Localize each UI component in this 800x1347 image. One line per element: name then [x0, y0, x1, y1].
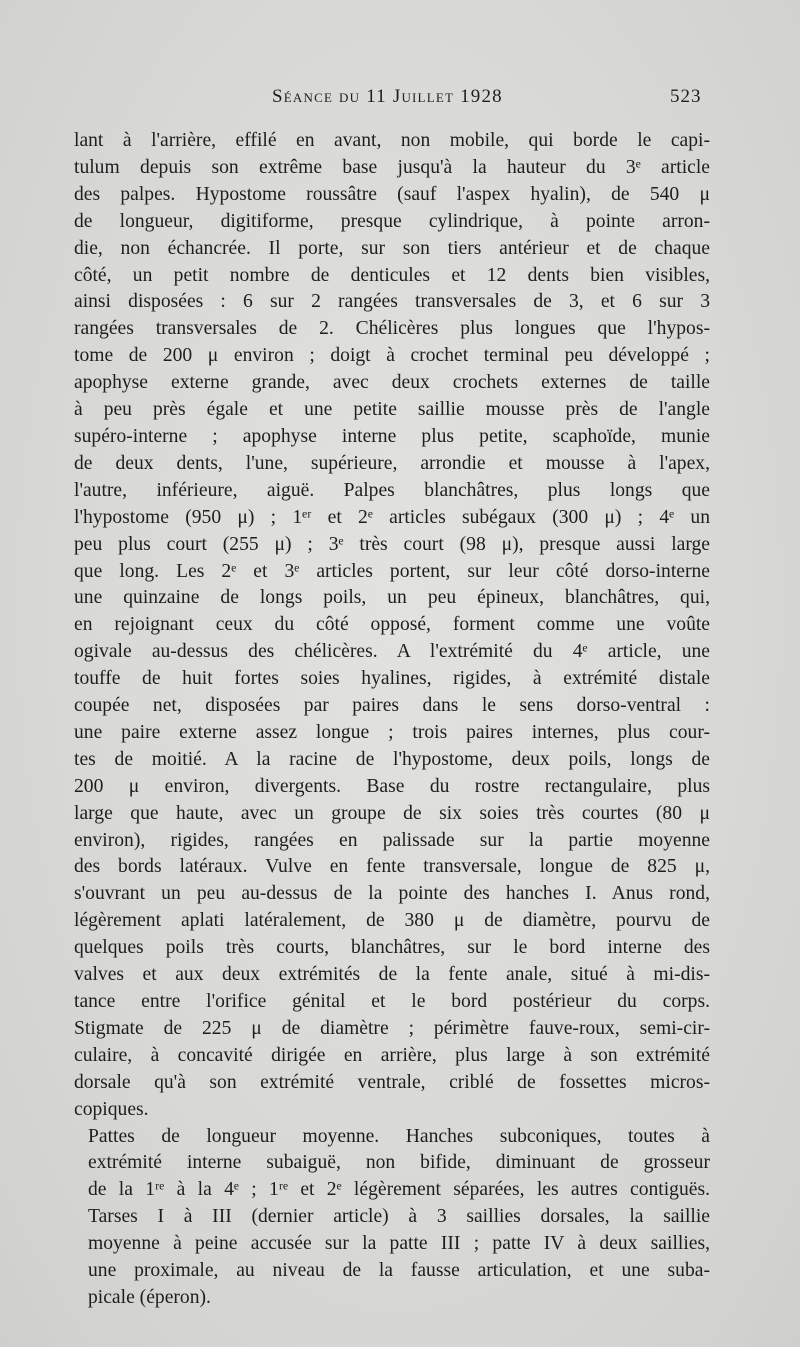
- text-line: supéro-interne ; apophyse interne plus petite, scaphoïde, munie: [74, 425, 710, 447]
- text-line: en rejoignant ceux du côté opposé, forment comme une voûte: [74, 614, 710, 636]
- title-month: Juillet: [392, 86, 455, 107]
- text-line: peu plus court (255 μ) ; 3ᵉ très court (98 μ), presque aussi large: [74, 533, 710, 555]
- text-line: Pattes de longueur moyenne. Hanches subconiques, toutes à: [88, 1125, 710, 1147]
- text-line: copiques.: [74, 1098, 149, 1120]
- text-line: large que haute, avec un groupe de six soies très courtes (80 μ: [74, 802, 710, 824]
- text-line: l'hypostome (950 μ) ; 1ᵉʳ et 2ᵉ articles subégaux (300 μ) ; 4ᵉ un: [74, 506, 710, 528]
- text-line: tance entre l'orifice génital et le bord postérieur du corps.: [74, 991, 710, 1012]
- body-text: [74, 128, 710, 1312]
- text-line: des bords latéraux. Vulve en fente transversale, longue de 825 μ,: [74, 856, 710, 878]
- text-line: côté, un petit nombre de denticules et 12 dents bien visibles,: [74, 264, 710, 286]
- text-line: de la 1ʳᵉ à la 4ᵉ ; 1ʳᵉ et 2ᵉ légèrement séparées, les autres contiguës.: [88, 1179, 710, 1201]
- text-line: coupée net, disposées par paires dans le sens dorso-ventral :: [74, 695, 710, 717]
- text-line: quelques poils très courts, blanchâtres, sur le bord interne des: [74, 937, 710, 959]
- text-line: extrémité interne subaiguë, non bifide, diminuant de grosseur: [88, 1152, 710, 1174]
- text-line: environ), rigides, rangées en palissade sur la partie moyenne: [74, 829, 710, 851]
- text-line: tes de moitié. A la racine de l'hypostome, deux poils, longs de: [74, 748, 710, 770]
- text-line: tome de 200 μ environ ; doigt à crochet terminal peu développé ;: [74, 345, 710, 367]
- running-title: [272, 86, 503, 108]
- text-line: Stigmate de 225 μ de diamètre ; périmètre fauve-roux, semi-cir-: [74, 1017, 710, 1039]
- title-year: 1928: [460, 86, 503, 107]
- text-line: une paire externe assez longue ; trois paires internes, plus cour-: [74, 721, 710, 743]
- running-header: [0, 86, 800, 114]
- text-line: ainsi disposées : 6 sur 2 rangées transversales de 3, et 6 sur 3: [74, 291, 710, 313]
- text-line: tulum depuis son extrême base jusqu'à la hauteur du 3ᵉ article: [74, 156, 710, 178]
- text-line: l'autre, inférieure, aiguë. Palpes blanchâtres, plus longs que: [74, 479, 710, 501]
- text-line: touffe de huit fortes soies hyalines, rigides, à extrémité distale: [74, 668, 710, 690]
- text-line: die, non échancrée. Il porte, sur son tiers antérieur et de chaque: [74, 237, 710, 259]
- text-line: culaire, à concavité dirigée en arrière, plus large à son extrémité: [74, 1044, 710, 1066]
- text-line: une proximale, au niveau de la fausse articulation, et une suba-: [88, 1260, 710, 1282]
- text-line: dorsale qu'à son extrémité ventrale, criblé de fossettes micros-: [74, 1071, 710, 1093]
- paragraph: [74, 1124, 710, 1312]
- text-line: que long. Les 2ᵉ et 3ᵉ articles portent, sur leur côté dorso-interne: [74, 560, 710, 582]
- text-line: s'ouvrant un peu au-dessus de la pointe des hanches I. Anus rond,: [74, 883, 710, 905]
- title-day: 11: [366, 86, 387, 107]
- text-line: valves et aux deux extrémités de la fente anale, situé à mi-dis-: [74, 964, 710, 986]
- text-line: Tarses I à III (dernier article) à 3 saillies dorsales, la saillie: [88, 1206, 710, 1228]
- text-line: à peu près égale et une petite saillie mousse près de l'angle: [74, 399, 710, 421]
- text-line: une quinzaine de longs poils, un peu épineux, blanchâtres, qui,: [74, 587, 710, 609]
- text-line: moyenne à peine accusée sur la patte III ; patte IV à deux saillies,: [88, 1233, 710, 1255]
- text-line: de deux dents, l'une, supérieure, arrondie et mousse à l'apex,: [74, 452, 710, 474]
- text-line: apophyse externe grande, avec deux crochets externes de taille: [74, 372, 710, 394]
- text-line: picale (éperon).: [88, 1286, 211, 1308]
- text-line: lant à l'arrière, effilé en avant, non mobile, qui borde le capi-: [74, 130, 710, 151]
- text-line: rangées transversales de 2. Chélicères plus longues que l'hypos-: [74, 318, 710, 340]
- paragraph: [74, 128, 710, 1124]
- text-line: de longueur, digitiforme, presque cylindrique, à pointe arron-: [74, 210, 710, 232]
- text-line: des palpes. Hypostome roussâtre (sauf l'aspex hyalin), de 540 μ: [74, 183, 710, 205]
- title-prefix: Séance du: [272, 86, 361, 107]
- text-line: 200 μ environ, divergents. Base du rostre rectangulaire, plus: [74, 775, 710, 797]
- text-line: ogivale au-dessus des chélicères. A l'extrémité du 4ᵉ article, une: [74, 641, 710, 663]
- text-line: légèrement aplati latéralement, de 380 μ de diamètre, pourvu de: [74, 910, 710, 932]
- page-number: 523: [670, 86, 702, 107]
